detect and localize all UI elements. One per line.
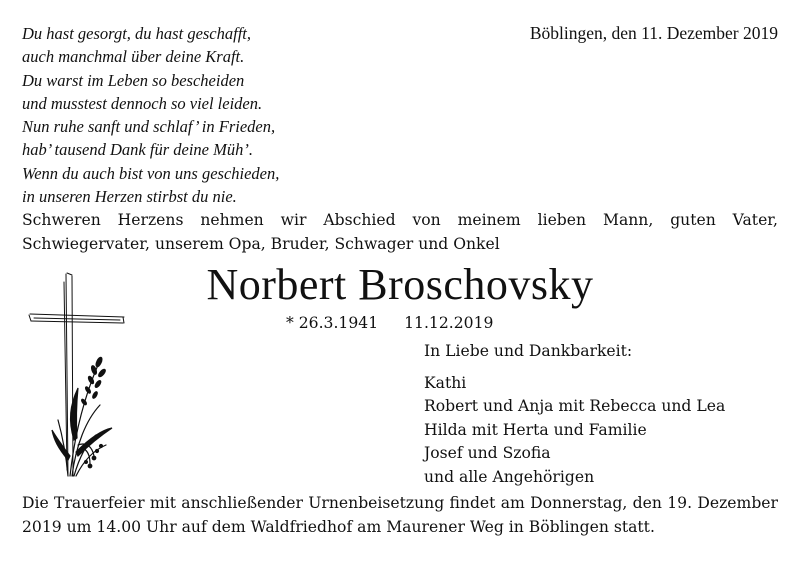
poem-line: auch manchmal über deine Kraft. <box>22 47 245 67</box>
intro-text: Schweren Herzens nehmen wir Abschied von meinem lieben Mann, guten Vater, Schwiegervater, unserem Opa, Bruder, Schwager und Onkel <box>22 211 778 253</box>
poem-line: Du hast gesorgt, du hast geschafft, <box>22 24 252 43</box>
poem-line: Nun ruhe sanft und schlaf’ in Frieden, <box>22 117 276 137</box>
mourners-heading: In Liebe und Dankbarkeit: <box>424 342 633 360</box>
mourner-name: Robert und Anja mit Rebecca und Lea <box>424 397 726 415</box>
poem <box>22 22 279 208</box>
deceased-name: Norbert Broschovsky <box>206 260 594 309</box>
poem-line: in unseren Herzen stirbst du nie. <box>22 187 237 207</box>
place-and-date: Böblingen, den 11. Dezember 2019 <box>529 23 778 43</box>
cross-with-grass-icon <box>28 270 128 480</box>
death-date: 11.12.2019 <box>404 314 494 332</box>
mourners-block <box>424 340 725 489</box>
mourner-name: Josef und Szofia <box>424 444 551 462</box>
poem-line: Wenn du auch bist von uns geschieden, <box>22 163 280 183</box>
funeral-notice: Die Trauerfeier mit anschließender Urnenbeisetzung findet am Donnerstag, den 19. Dezember 2019 um 14.00 Uhr auf dem Waldfriedhof am Maurener Weg in Böblingen statt. <box>22 494 778 536</box>
poem-line: Du warst im Leben so bescheiden <box>22 70 245 90</box>
poem-line: hab’ tausend Dank für deine Müh’. <box>22 140 253 160</box>
birth-date: * 26.3.1941 <box>286 314 379 332</box>
mourner-name: Kathi <box>424 373 467 392</box>
mourner-name: Hilda mit Herta und Familie <box>424 420 647 439</box>
life-dates <box>286 312 493 334</box>
mourner-name: und alle Angehörigen <box>424 467 595 486</box>
poem-line: und musstest dennoch so viel leiden. <box>22 93 263 113</box>
